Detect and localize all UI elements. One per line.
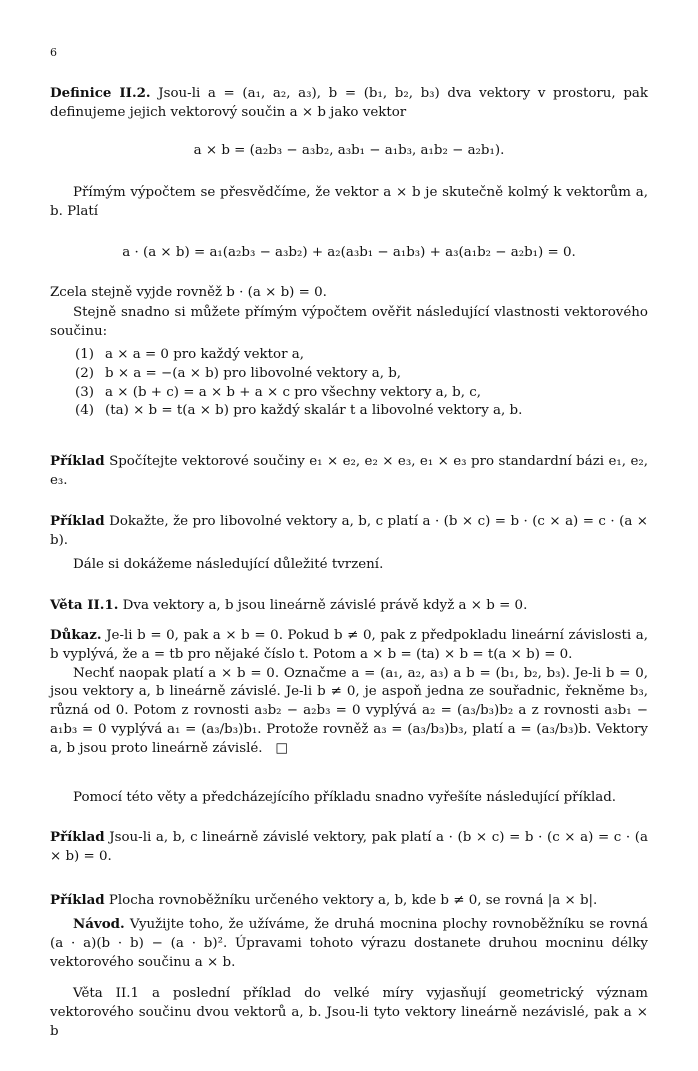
closing-paragraph	[50, 985, 648, 1041]
list-item-text: a × a = 0 pro každý vektor a,	[105, 347, 304, 362]
dot-formula	[50, 244, 648, 263]
example-label: Příklad	[50, 453, 105, 469]
theorem-label: Věta II.1.	[50, 597, 119, 613]
similarly-text: Zcela stejně vyjde rovněž b · (a × b) = 0.	[50, 285, 327, 300]
list-item-text: (ta) × b = t(a × b) pro každý skalár t a libovolné vektory a, b.	[105, 403, 523, 419]
example-2	[50, 512, 648, 551]
next-statement	[50, 556, 648, 575]
definition-text: Jsou-li a = (a₁, a₂, a₃), b = (b₁, b₂, b₃) dva vektory v prostoru, pak definujeme jejich vektorový součin a × b jako vektor	[50, 86, 648, 120]
hint-label: Návod.	[73, 916, 125, 932]
theorem-block	[50, 596, 648, 616]
proof-label: Důkaz.	[50, 627, 102, 643]
perpendicular-text: Přímým výpočtem se přesvědčíme, že vektor a × b je skutečně kolmý k vektorům a, b. Platí	[50, 185, 648, 219]
example-label: Příklad	[50, 829, 105, 845]
list-item-number: (2)	[75, 365, 94, 381]
proof-text: Je-li b = 0, pak a × b = 0. Pokud b ≠ 0, pak z předpokladu lineární závislosti a, b vyplývá, že a = tb pro nějaké číslo t. Potom a × b = (ta) × b = t(a × b) = 0.	[50, 628, 649, 662]
properties-list	[50, 346, 648, 421]
example-label: Příklad	[50, 892, 105, 908]
example-4	[50, 891, 648, 911]
qed-symbol: □	[275, 740, 288, 756]
similarly-line	[50, 284, 648, 303]
list-item	[50, 346, 648, 365]
cross-product-formula-text: a × b = (a₂b₃ − a₃b₂, a₃b₁ − a₁b₃, a₁b₂ − a₂b₁).	[193, 143, 505, 158]
theorem-text: Dva vektory a, b jsou lineárně závislé právě když a × b = 0.	[122, 598, 528, 613]
definition-label: Definice II.2.	[50, 85, 151, 101]
proof-text-continued: Nechť naopak platí a × b = 0. Označme a = (a₁, a₂, a₃) a b = (b₁, b₂, b₃). Je-li b = 0, jsou vektory a, b lineárně závislé. Je-li b ≠ 0, je aspoň jedna ze souřadnic, řekněme b₃, různá od 0. Potom z rovnosti a₃b₂ − a₂b₃ = 0 vyplývá a₂ = (a₃/b₃)b₂ a z rovnosti a₃b₁ − a₁b₃ = 0 vyplývá a₁ = (a₃/b₃)b₁. Protože rovněž a₃ = (a₃/b₃)b₃, platí a = (a₃/b₃)b. Vektory a, b jsou proto lineárně závislé.	[50, 665, 648, 756]
list-item	[50, 384, 648, 403]
cross-product-formula	[50, 142, 648, 161]
list-item	[50, 365, 648, 384]
next-statement-text: Dále si dokážeme následující důležité tvrzení.	[73, 557, 384, 572]
example-label: Příklad	[50, 513, 105, 529]
example-text: Spočítejte vektorové součiny e₁ × e₂, e₂ × e₃, e₁ × e₃ pro standardní bázi e₁, e₂, e₃.	[50, 454, 649, 488]
list-item	[50, 402, 648, 421]
perpendicular-paragraph	[50, 184, 648, 222]
example-1	[50, 452, 648, 491]
properties-intro: Stejně snadno si můžete přímým výpočtem ověřit následující vlastnosti vektorového součinu:	[50, 305, 648, 339]
list-item-number: (1)	[75, 347, 94, 362]
help-line	[50, 789, 648, 808]
hint-block	[50, 915, 648, 972]
example-text: Plocha rovnoběžníku určeného vektory a, b, kde b ≠ 0, se rovná |a × b|.	[108, 893, 598, 908]
list-item-number: (3)	[75, 384, 94, 400]
definition-block	[50, 84, 648, 123]
list-item-text: a × (b + c) = a × b + a × c pro všechny vektory a, b, c,	[105, 384, 482, 400]
list-item-text: b × a = −(a × b) pro libovolné vektory a, b,	[105, 365, 402, 381]
page-number: 6	[50, 46, 57, 59]
closing-text: Věta II.1 a poslední příklad do velké míry vyjasňují geometrický význam vektorového součinu dvou vektorů a, b. Jsou-li tyto vektory lineárně nezávislé, pak a × b	[50, 986, 648, 1039]
properties-paragraph	[50, 304, 648, 342]
list-item-number: (4)	[75, 403, 94, 419]
example-text: Jsou-li a, b, c lineárně závislé vektory, pak platí a · (b × c) = b · (c × a) = c · (a × b) = 0.	[50, 830, 648, 864]
dot-formula-text: a · (a × b) = a₁(a₂b₃ − a₃b₂) + a₂(a₃b₁ − a₁b₃) + a₃(a₁b₂ − a₂b₁) = 0.	[122, 245, 576, 260]
hint-text: Využijte toho, že užíváme, že druhá mocnina plochy rovnoběžníku se rovná (a · a)(b · b) − (a · b)². Úpravami tohoto výrazu dostanete druhou mocninu délky vektorového součinu a × b.	[50, 917, 648, 970]
example-text: Dokažte, že pro libovolné vektory a, b, c platí a · (b × c) = b · (c × a) = c · (a × b).	[50, 514, 648, 548]
example-3	[50, 828, 648, 867]
proof-block	[50, 626, 648, 759]
help-text: Pomocí této věty a předcházejícího příkladu snadno vyřešíte následující příklad.	[73, 790, 617, 805]
